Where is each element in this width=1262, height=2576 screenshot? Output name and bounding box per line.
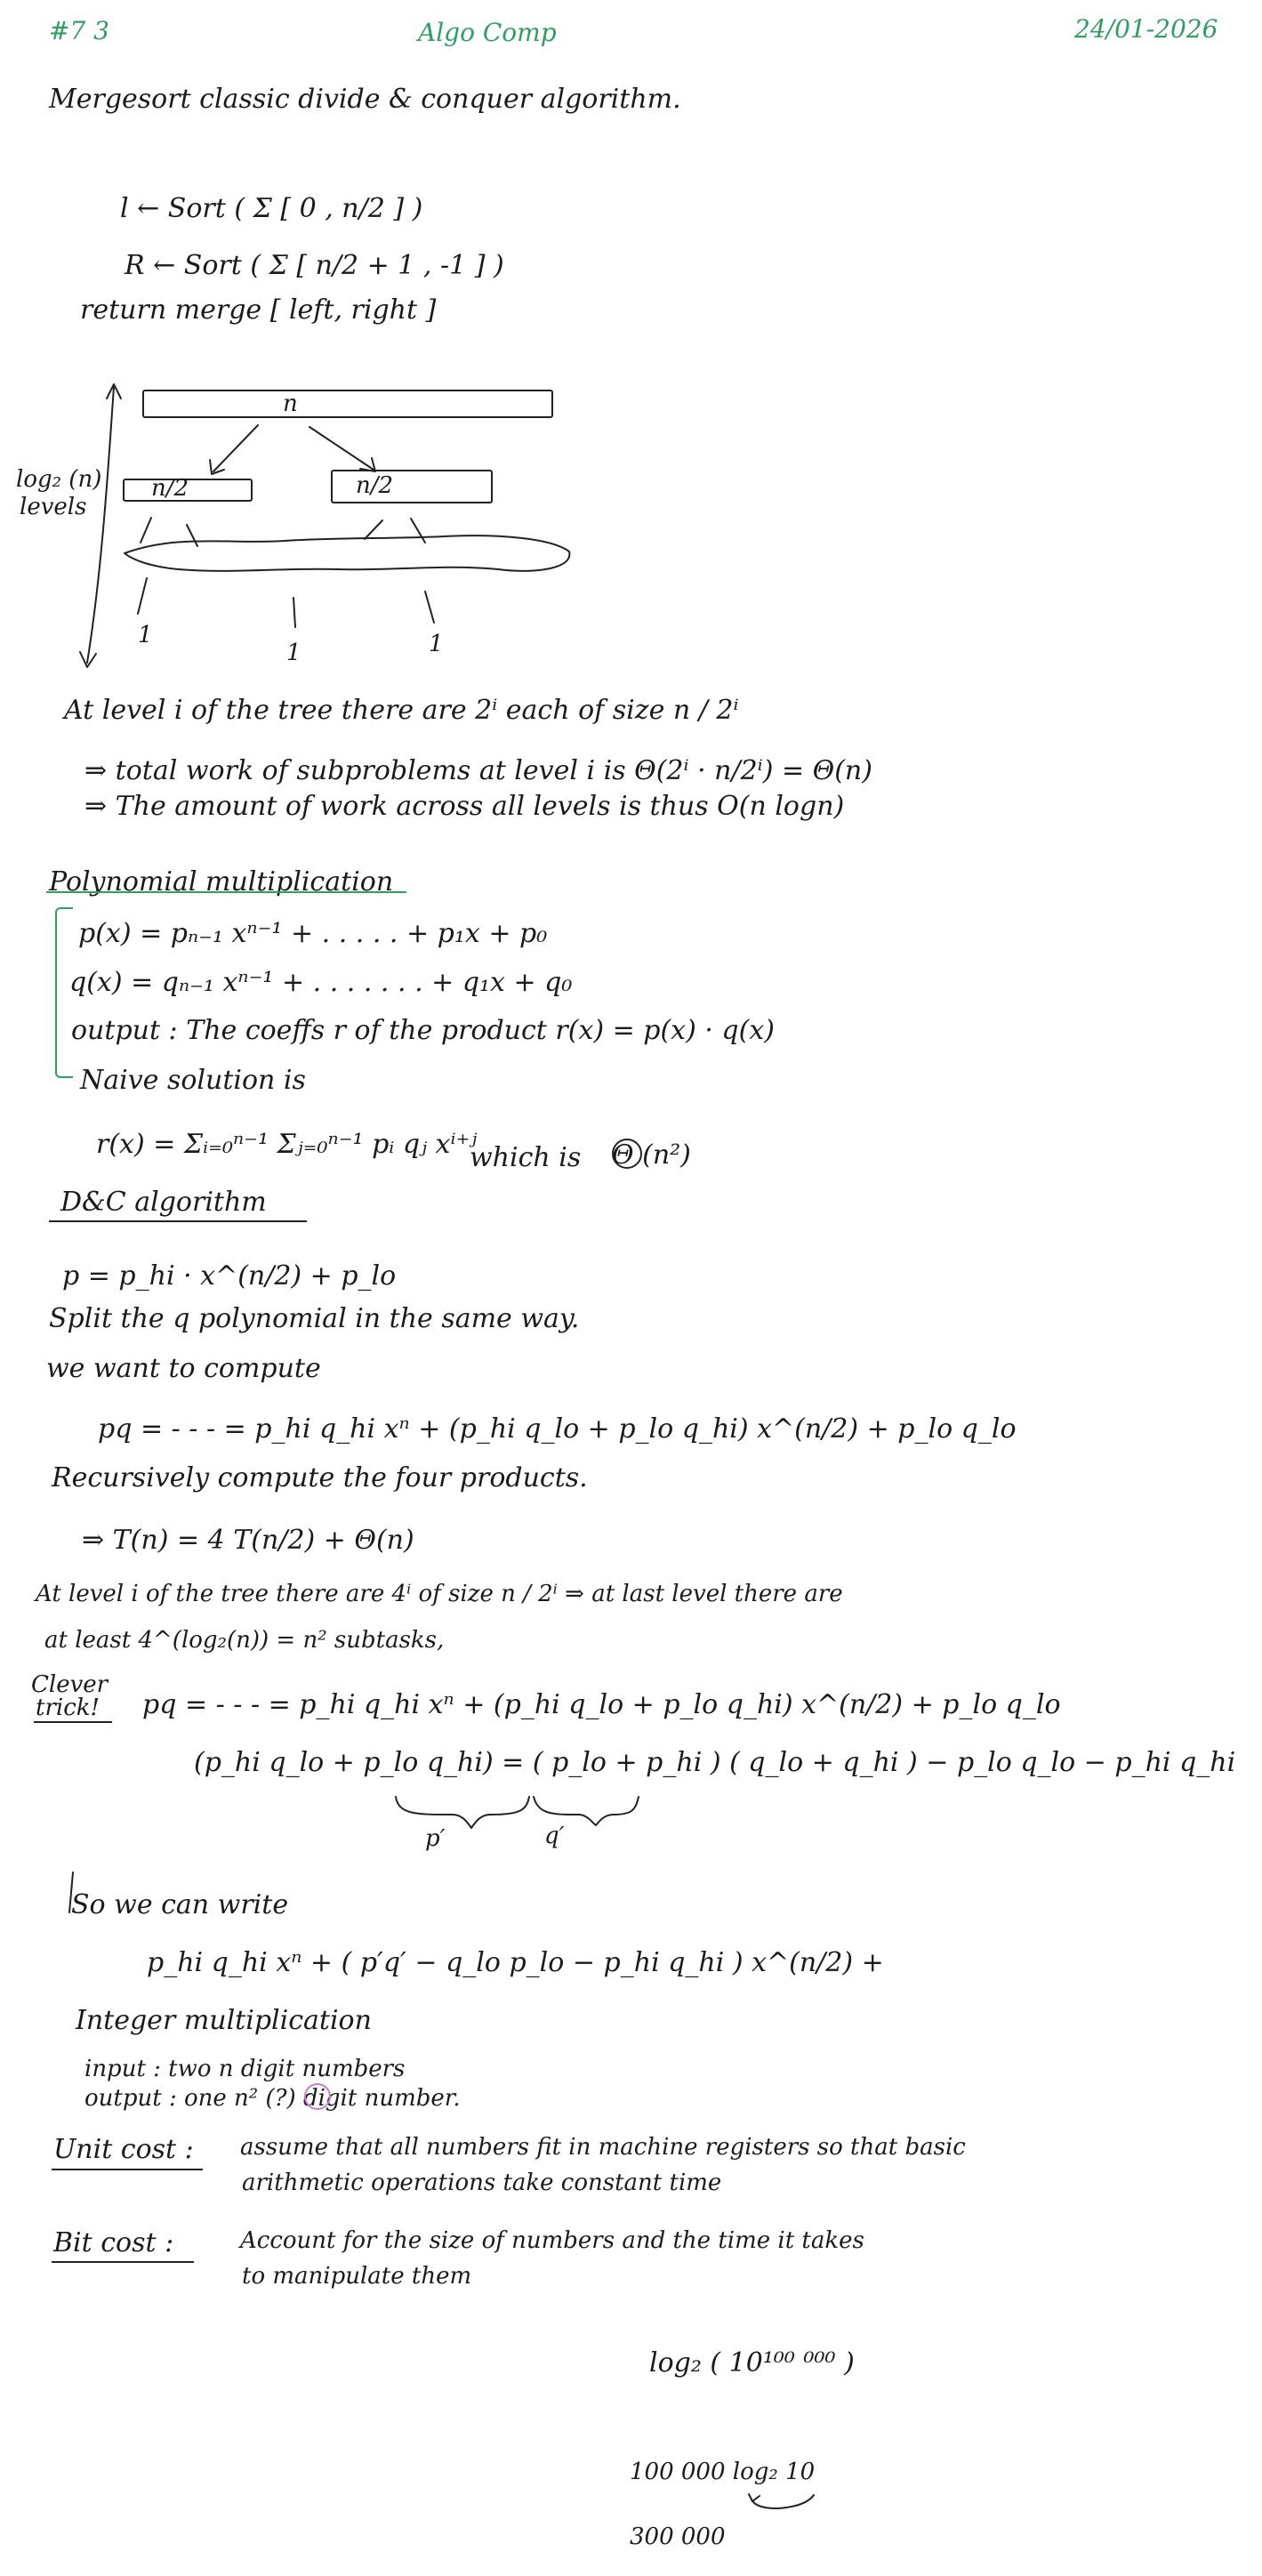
poly-theta-n2: Θ (n²) [612,1139,691,1171]
poly-p-def: p(x) = pₙ₋₁ xⁿ⁻¹ + . . . . . + p₁x + p₀ [78,918,548,949]
clever-final: p_hi q_hi xⁿ + ( p′q′ − q_lo p_lo − p_hi q_hi ) x^(n/2) + [147,1947,884,1978]
tree-axis-arrowhead-top [107,384,121,398]
tree-root-box [142,390,553,418]
dc-want: we want to compute [46,1353,321,1384]
unit-cost-underline [52,2169,203,2170]
dc-pq-expansion: pq = - - - = p_hi q_hi xⁿ + (p_hi q_lo + p_lo q_hi) x^(n/2) + p_lo q_lo [98,1413,1017,1445]
dc-split-q: Split the q polynomial in the same way. [49,1303,580,1334]
brace-p-prime [396,1797,529,1828]
dc-heading-underline [49,1220,307,1222]
integer-heading: Integer multiplication [76,2005,372,2036]
poly-heading: Polynomial multiplication [49,866,394,898]
bit-cost-text-2: to manipulate them [242,2263,472,2290]
bit-cost-text: Account for the size of numbers and the time it takes [240,2227,864,2254]
calc-mult: 100 000 log₂ 10 [630,2459,816,2485]
dc-recursive: Recursively compute the four products. [52,1462,588,1493]
unit-cost-text: assume that all numbers fit in machine registers so that basic [240,2134,966,2161]
integer-output: output : one n² (?) digit number. [84,2085,461,2112]
calc-result: 300 000 [630,2524,726,2550]
dc-split-p: p = p_hi · x^(n/2) + p_lo [62,1260,397,1292]
tree-levels-label: log₂ (n) [16,466,102,493]
levels-line-2: ⇒ total work of subproblems at level i is Θ(2ⁱ · n/2ⁱ) = Θ(n) [84,755,872,786]
dc-heading: D&C algorithm [60,1187,267,1218]
dc-recurrence: ⇒ T(n) = 4 T(n/2) + Θ(n) [82,1525,414,1556]
brace-q-prime [534,1797,639,1825]
notebook-title: Algo Comp [418,18,557,47]
poly-naive-text: Naive solution is [80,1065,306,1096]
poly-output-def: output : The coeffs r of the product r(x) = p(x) · q(x) [71,1015,775,1046]
bit-cost-underline [52,2261,194,2263]
unit-cost-text-2: arithmetic operations take constant time [242,2169,722,2196]
mergesort-right-line: R ← Sort ( Σ [ n/2 + 1 , -1 ] ) [125,250,504,281]
bit-cost-label: Bit cost : [53,2227,174,2258]
poly-which-is: which is [470,1142,582,1173]
tree-root-label: n [283,390,298,417]
tree-axis-line [87,387,114,663]
dc-at-level-2: at least 4^(log₂(n)) = n² subtasks, [44,1627,445,1654]
tree-leaf: 1 [429,631,444,657]
clever-identity: (p_hi q_lo + p_lo q_hi) = ( p_lo + p_hi ) ( q_lo + q_hi ) − p_lo q_lo − p_hi q_hi [194,1747,1236,1778]
tree-bottom-level-outline [125,535,569,571]
levels-line-1: At level i of the tree there are 2ⁱ each of size n / 2ⁱ [64,695,739,726]
unit-cost-label: Unit cost : [53,2134,194,2165]
tree-right-child-label: n/2 [356,472,394,499]
mergesort-left-line: l ← Sort ( Σ [ 0 , n/2 ] ) [120,193,423,224]
clever-brace-q: q′ [544,1823,565,1849]
poly-naive-formula: r(x) = Σᵢ₌₀ⁿ⁻¹ Σⱼ₌₀ⁿ⁻¹ pᵢ qⱼ xⁱ⁺ʲ [96,1129,478,1160]
clever-so-we: So we can write [71,1889,289,1920]
clever-label-2: trick! [36,1695,100,1721]
page-date: 24/01-2026 [1074,14,1218,44]
tree-levels-label-2: levels [20,494,87,520]
tree-axis-arrowhead-bottom [80,652,96,667]
clever-label: Clever [31,1671,109,1698]
clever-underline [34,1721,112,1723]
clever-pq: pq = - - - = p_hi q_hi xⁿ + (p_hi q_lo + p_lo q_hi) x^(n/2) + p_lo q_lo [142,1689,1061,1720]
clever-brace-p: p′ [425,1825,446,1852]
calc-log: log₂ ( 10¹⁰⁰ ⁰⁰⁰ ) [649,2347,855,2379]
poly-heading-underline [46,891,406,893]
poly-q-def: q(x) = qₙ₋₁ xⁿ⁻¹ + . . . . . . . + q₁x + q₀ [69,967,573,998]
dc-at-level-1: At level i of the tree there are 4ⁱ of size n / 2ⁱ ⇒ at last level there are [36,1581,843,1607]
levels-line-3: ⇒ The amount of work across all levels is thus O(n logn) [84,791,845,822]
mergesort-intro: Mergesort classic divide & conquer algorithm. [49,84,681,115]
tree-leaf: 1 [286,640,301,666]
tree-left-child-label: n/2 [151,475,189,502]
mergesort-merge-line: return merge [ left, right ] [80,294,437,326]
integer-input: input : two n digit numbers [84,2056,406,2082]
page-number: #7 3 [49,16,109,45]
tree-leaf: 1 [138,622,153,648]
